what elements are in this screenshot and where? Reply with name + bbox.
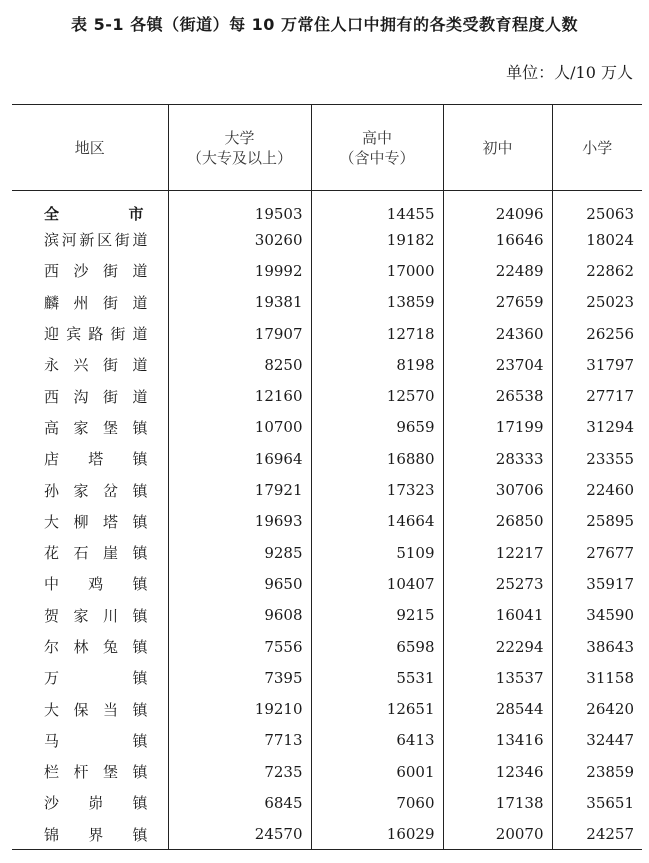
primary-value: 25023 <box>552 287 642 318</box>
header-high-school: 高中 （含中专） <box>311 105 443 191</box>
region-name: 大柳塔镇 <box>44 512 148 531</box>
table-row <box>12 443 642 474</box>
junior-high-value: 12346 <box>443 756 552 787</box>
junior-high-value: 17138 <box>443 787 552 818</box>
high-school-value: 17323 <box>311 474 443 505</box>
header-junior-high: 初中 <box>443 105 552 191</box>
region-name: 沙峁镇 <box>44 794 148 813</box>
university-value: 9285 <box>168 537 311 568</box>
table-row <box>12 412 642 443</box>
table-title: 表 5-1 各镇（街道）每 10 万常住人口中拥有的各类受教育程度人数 <box>71 15 578 34</box>
high-school-value: 7060 <box>311 787 443 818</box>
table-row <box>12 380 642 411</box>
primary-value: 24257 <box>552 819 642 850</box>
high-school-value: 6413 <box>311 725 443 756</box>
high-school-value: 6001 <box>311 756 443 787</box>
table-row <box>12 318 642 349</box>
university-value: 9650 <box>168 568 311 599</box>
header-university: 大学 （大专及以上） <box>168 105 311 191</box>
junior-high-value: 12217 <box>443 537 552 568</box>
region-name: 店塔镇 <box>44 450 148 469</box>
region-name: 中鸡镇 <box>44 575 148 594</box>
education-table <box>12 104 642 850</box>
high-school-value: 14664 <box>311 506 443 537</box>
region-name: 锦界镇 <box>44 825 148 844</box>
university-value: 17921 <box>168 474 311 505</box>
table-row <box>12 756 642 787</box>
university-value: 19693 <box>168 506 311 537</box>
junior-high-value: 16646 <box>443 224 552 255</box>
junior-high-value: 13537 <box>443 662 552 693</box>
high-school-value: 12570 <box>311 380 443 411</box>
primary-value: 35917 <box>552 568 642 599</box>
junior-high-value: 27659 <box>443 287 552 318</box>
high-school-value: 19182 <box>311 224 443 255</box>
high-school-value: 17000 <box>311 255 443 286</box>
junior-high-value: 26850 <box>443 506 552 537</box>
high-school-value: 5531 <box>311 662 443 693</box>
university-value: 17907 <box>168 318 311 349</box>
university-value: 9608 <box>168 600 311 631</box>
university-value: 19503 <box>168 191 311 225</box>
region-name: 西沟街道 <box>44 387 148 406</box>
region-name: 迎宾路街道 <box>44 325 148 344</box>
primary-value: 34590 <box>552 600 642 631</box>
primary-value: 25895 <box>552 506 642 537</box>
high-school-value: 5109 <box>311 537 443 568</box>
university-value: 24570 <box>168 819 311 850</box>
university-value: 6845 <box>168 787 311 818</box>
primary-value: 23355 <box>552 443 642 474</box>
table-row <box>12 568 642 599</box>
table-row <box>12 191 642 225</box>
primary-value: 18024 <box>552 224 642 255</box>
table-row <box>12 287 642 318</box>
primary-value: 31797 <box>552 349 642 380</box>
table-row <box>12 787 642 818</box>
primary-value: 26256 <box>552 318 642 349</box>
high-school-value: 12718 <box>311 318 443 349</box>
primary-value: 27717 <box>552 380 642 411</box>
region-name: 滨河新区街道 <box>44 231 148 250</box>
junior-high-value: 28544 <box>443 693 552 724</box>
primary-value: 31294 <box>552 412 642 443</box>
university-value: 19381 <box>168 287 311 318</box>
university-value: 7235 <box>168 756 311 787</box>
table-row <box>12 600 642 631</box>
university-value: 7395 <box>168 662 311 693</box>
table-row <box>12 537 642 568</box>
primary-value: 38643 <box>552 631 642 662</box>
region-name: 马镇 <box>44 731 148 750</box>
header-region: 地区 <box>74 138 105 157</box>
region-name: 栏杆堡镇 <box>44 763 148 782</box>
header-primary: 小学 <box>552 105 642 191</box>
junior-high-value: 24360 <box>443 318 552 349</box>
high-school-value: 16880 <box>311 443 443 474</box>
table-row <box>12 224 642 255</box>
junior-high-value: 20070 <box>443 819 552 850</box>
table-row <box>12 725 642 756</box>
high-school-value: 10407 <box>311 568 443 599</box>
region-name: 花石崖镇 <box>44 544 148 563</box>
table-row <box>12 819 642 850</box>
unit-label: 单位：人/10 万人 <box>506 63 633 82</box>
high-school-value: 9215 <box>311 600 443 631</box>
high-school-value: 9659 <box>311 412 443 443</box>
region-name: 麟州街道 <box>44 293 148 312</box>
junior-high-value: 13416 <box>443 725 552 756</box>
table-row <box>12 662 642 693</box>
junior-high-value: 16041 <box>443 600 552 631</box>
high-school-value: 13859 <box>311 287 443 318</box>
junior-high-value: 23704 <box>443 349 552 380</box>
region-name: 大保当镇 <box>44 700 148 719</box>
header-row <box>12 105 642 191</box>
junior-high-value: 28333 <box>443 443 552 474</box>
junior-high-value: 25273 <box>443 568 552 599</box>
region-name: 孙家岔镇 <box>44 481 148 500</box>
university-value: 7556 <box>168 631 311 662</box>
primary-value: 31158 <box>552 662 642 693</box>
university-value: 10700 <box>168 412 311 443</box>
university-value: 16964 <box>168 443 311 474</box>
university-value: 19992 <box>168 255 311 286</box>
table-row <box>12 506 642 537</box>
junior-high-value: 26538 <box>443 380 552 411</box>
primary-value: 25063 <box>552 191 642 225</box>
primary-value: 27677 <box>552 537 642 568</box>
junior-high-value: 17199 <box>443 412 552 443</box>
table-row <box>12 693 642 724</box>
region-name: 高家堡镇 <box>44 418 148 437</box>
region-name: 西沙街道 <box>44 262 148 281</box>
university-value: 8250 <box>168 349 311 380</box>
region-name: 万镇 <box>44 669 148 688</box>
high-school-value: 8198 <box>311 349 443 380</box>
university-value: 7713 <box>168 725 311 756</box>
primary-value: 22460 <box>552 474 642 505</box>
university-value: 30260 <box>168 224 311 255</box>
region-name: 全市 <box>44 205 144 223</box>
primary-value: 26420 <box>552 693 642 724</box>
junior-high-value: 22294 <box>443 631 552 662</box>
high-school-value: 16029 <box>311 819 443 850</box>
junior-high-value: 22489 <box>443 255 552 286</box>
primary-value: 35651 <box>552 787 642 818</box>
table-row <box>12 255 642 286</box>
junior-high-value: 24096 <box>443 191 552 225</box>
university-value: 12160 <box>168 380 311 411</box>
primary-value: 23859 <box>552 756 642 787</box>
university-value: 19210 <box>168 693 311 724</box>
table-row <box>12 349 642 380</box>
primary-value: 32447 <box>552 725 642 756</box>
junior-high-value: 30706 <box>443 474 552 505</box>
region-name: 贺家川镇 <box>44 606 148 625</box>
table-row <box>12 631 642 662</box>
high-school-value: 12651 <box>311 693 443 724</box>
table-row <box>12 474 642 505</box>
high-school-value: 6598 <box>311 631 443 662</box>
high-school-value: 14455 <box>311 191 443 225</box>
primary-value: 22862 <box>552 255 642 286</box>
region-name: 尔林兔镇 <box>44 638 148 656</box>
region-name: 永兴街道 <box>44 356 148 375</box>
